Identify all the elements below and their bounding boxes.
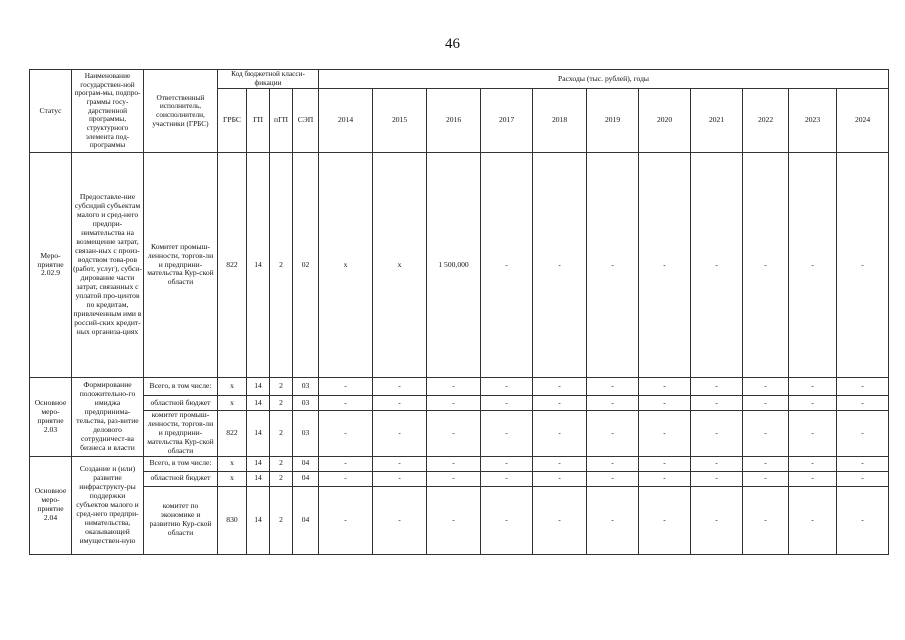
row-value: -	[373, 411, 427, 457]
row-status: Меро-приятие 2.02.9	[30, 153, 72, 378]
header-year: 2014	[319, 89, 373, 153]
row-value: х	[373, 153, 427, 378]
row-code: 02	[293, 153, 319, 378]
row-value: -	[639, 153, 691, 378]
row-status: Основное меро-приятие 2.04	[30, 456, 72, 554]
row-value: -	[427, 486, 481, 554]
row-value: -	[639, 471, 691, 486]
row-code: 822	[218, 411, 247, 457]
row-value: -	[691, 486, 743, 554]
row-value: -	[319, 456, 373, 471]
row-name: Предоставле-ние субсидий субъектам малого и сред-него предпри-нимательства на возмещение затрат, связан-ных с произ-водством това-ров (работ, услуг), субси-дирование части затрат, связанных с уплатой про-центов по кредитам, привлеченным ими в россий-ских кредит-ных организа-циях	[72, 153, 144, 378]
header-responsible: Ответственный исполнитель, соисполнители, участники (ГРБС)	[144, 70, 218, 153]
header-year: 2015	[373, 89, 427, 153]
row-value: -	[691, 456, 743, 471]
row-value: -	[743, 153, 789, 378]
header-year: 2018	[533, 89, 587, 153]
row-value: -	[533, 471, 587, 486]
row-code: 04	[293, 486, 319, 554]
row-value: -	[587, 411, 639, 457]
table-row	[30, 396, 889, 411]
row-value: -	[373, 471, 427, 486]
table-row	[30, 471, 889, 486]
table-row	[30, 486, 889, 554]
row-code: 14	[247, 396, 270, 411]
row-value: -	[691, 378, 743, 396]
row-code: 04	[293, 471, 319, 486]
row-responsible: Всего, в том числе:	[144, 378, 218, 396]
row-value: -	[743, 486, 789, 554]
row-value: -	[481, 456, 533, 471]
row-value: -	[743, 378, 789, 396]
row-value: -	[837, 411, 889, 457]
row-value: -	[789, 486, 837, 554]
row-code: 03	[293, 396, 319, 411]
row-code: х	[218, 378, 247, 396]
row-value: -	[481, 411, 533, 457]
header-year: 2020	[639, 89, 691, 153]
row-name: Создание и (или) развитие инфраструкту-ры поддержки субъектов малого и сред-него предпри-нимательства, оказывающей имуществен-ную	[72, 456, 144, 554]
row-code: 14	[247, 471, 270, 486]
row-value: -	[587, 486, 639, 554]
row-value: -	[427, 378, 481, 396]
table-row	[30, 153, 889, 378]
row-value: -	[319, 471, 373, 486]
row-value: -	[481, 471, 533, 486]
header-year: 2022	[743, 89, 789, 153]
header-code: ГП	[247, 89, 270, 153]
row-responsible: областной бюджет	[144, 471, 218, 486]
row-value: -	[837, 396, 889, 411]
row-value: -	[691, 396, 743, 411]
row-name: Формирование положительно-го имиджа предпринима-тельства, раз-витие делового сотрудничест-ва бизнеса и власти	[72, 378, 144, 457]
header-expenses-group: Расходы (тыс. рублей), годы	[319, 70, 889, 89]
header-year: 2016	[427, 89, 481, 153]
row-code: 14	[247, 411, 270, 457]
header-code: ГРБС	[218, 89, 247, 153]
row-value: -	[789, 411, 837, 457]
row-value: -	[373, 456, 427, 471]
row-value: -	[639, 396, 691, 411]
row-value: -	[587, 471, 639, 486]
row-code: 04	[293, 456, 319, 471]
row-value: -	[481, 396, 533, 411]
row-responsible: комитет промыш-ленности, торгов-ли и предприни-мательства Кур-ской области	[144, 411, 218, 457]
row-value: -	[319, 378, 373, 396]
row-code: 14	[247, 456, 270, 471]
row-value: -	[427, 456, 481, 471]
row-value: -	[789, 456, 837, 471]
row-code: 2	[270, 378, 293, 396]
row-value: -	[373, 378, 427, 396]
row-value: -	[481, 486, 533, 554]
row-code: х	[218, 396, 247, 411]
row-value: -	[373, 486, 427, 554]
header-status: Статус	[30, 70, 72, 153]
row-value: -	[789, 378, 837, 396]
row-value: -	[639, 378, 691, 396]
table-row	[30, 411, 889, 457]
row-value: 1 500,000	[427, 153, 481, 378]
row-code: 2	[270, 411, 293, 457]
header-code-group: Код бюджетной класси-фикации	[218, 70, 319, 89]
row-code: 2	[270, 471, 293, 486]
row-value: -	[533, 396, 587, 411]
row-value: -	[533, 456, 587, 471]
row-value: -	[639, 486, 691, 554]
row-code: 14	[247, 378, 270, 396]
row-value: -	[587, 378, 639, 396]
header-year: 2017	[481, 89, 533, 153]
row-value: -	[789, 396, 837, 411]
row-code: 2	[270, 486, 293, 554]
row-value: -	[587, 456, 639, 471]
row-value: -	[743, 471, 789, 486]
budget-table	[29, 69, 889, 555]
row-code: 2	[270, 153, 293, 378]
header-year: 2024	[837, 89, 889, 153]
row-value: -	[587, 153, 639, 378]
row-value: -	[837, 153, 889, 378]
table-row	[30, 378, 889, 396]
header-code: пГП	[270, 89, 293, 153]
row-code: 830	[218, 486, 247, 554]
row-value: -	[789, 153, 837, 378]
row-responsible: Комитет промыш-ленности, торгов-ли и предприни-мательства Кур-ской области	[144, 153, 218, 378]
row-value: -	[639, 456, 691, 471]
row-code: 2	[270, 456, 293, 471]
row-value: -	[837, 486, 889, 554]
table-row	[30, 456, 889, 471]
row-value: -	[789, 471, 837, 486]
row-code: 14	[247, 153, 270, 378]
row-value: -	[639, 411, 691, 457]
row-value: -	[533, 153, 587, 378]
row-value: -	[481, 378, 533, 396]
row-responsible: областной бюджет	[144, 396, 218, 411]
row-value: -	[427, 471, 481, 486]
header-year: 2023	[789, 89, 837, 153]
row-value: -	[587, 396, 639, 411]
row-code: 03	[293, 378, 319, 396]
row-value: -	[319, 396, 373, 411]
row-status: Основное меро-приятие 2.03	[30, 378, 72, 457]
header-name: Наименование государствен-ной програм-мы, подпро-граммы госу-дарственной программы, структурного элемента под-программы	[72, 70, 144, 153]
row-responsible: комитет по экономике и развитию Кур-ской области	[144, 486, 218, 554]
row-value: -	[837, 378, 889, 396]
header-year: 2019	[587, 89, 639, 153]
row-value: -	[533, 378, 587, 396]
row-code: 14	[247, 486, 270, 554]
row-value: -	[319, 486, 373, 554]
row-value: -	[837, 456, 889, 471]
row-responsible: Всего, в том числе:	[144, 456, 218, 471]
row-value: х	[319, 153, 373, 378]
row-code: х	[218, 471, 247, 486]
row-value: -	[427, 396, 481, 411]
row-value: -	[837, 471, 889, 486]
header-year: 2021	[691, 89, 743, 153]
row-value: -	[691, 411, 743, 457]
row-value: -	[533, 411, 587, 457]
row-value: -	[427, 411, 481, 457]
page-number: 46	[445, 36, 460, 52]
row-code: х	[218, 456, 247, 471]
header-code: СЭП	[293, 89, 319, 153]
row-value: -	[533, 486, 587, 554]
row-value: -	[319, 411, 373, 457]
row-code: 03	[293, 411, 319, 457]
row-value: -	[691, 471, 743, 486]
row-value: -	[743, 411, 789, 457]
row-code: 2	[270, 396, 293, 411]
row-value: -	[743, 396, 789, 411]
row-code: 822	[218, 153, 247, 378]
row-value: -	[373, 396, 427, 411]
row-value: -	[481, 153, 533, 378]
row-value: -	[743, 456, 789, 471]
row-value: -	[691, 153, 743, 378]
